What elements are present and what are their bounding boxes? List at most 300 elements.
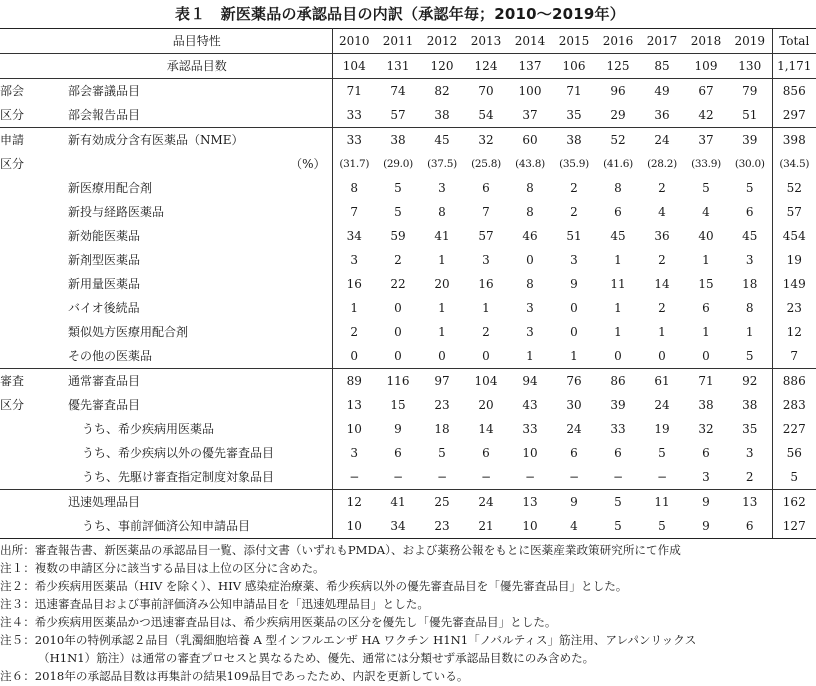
year-value-cell: 40 [698, 229, 714, 243]
year-value-cell: 10 [522, 446, 538, 460]
row-label: うち、事前評価済公知申請品目 [62, 514, 332, 539]
year-value-cell: − [392, 470, 404, 484]
year-value-cell: 9 [684, 514, 728, 539]
year-value-cell: 33 [346, 108, 362, 122]
table-row [0, 248, 816, 272]
total-value-cell: 12 [772, 320, 816, 344]
year-value-cell: − [436, 470, 448, 484]
year-value-cell: 0 [438, 349, 446, 363]
year-value-cell: 1 [438, 301, 446, 315]
year-value-cell: 3 [526, 301, 534, 315]
year-value-cell: 57 [390, 108, 406, 122]
year-value-cell: − [656, 470, 668, 484]
year-value-cell: 5 [640, 514, 684, 539]
year-value-cell: 2 [482, 325, 490, 339]
year-value-cell: 2 [570, 181, 578, 195]
year-value-cell: 61 [640, 369, 684, 394]
year-value-cell: 1 [658, 325, 666, 339]
header-year: 2013 [464, 29, 508, 54]
year-value-cell: 18 [742, 277, 758, 291]
year-value-cell: 10 [332, 514, 376, 539]
header-year: 2011 [376, 29, 420, 54]
note-3: 注３：迅速審査品目および事前評価済み公知申請品目を「迅速処理品目」とした。 [0, 597, 429, 611]
year-value-cell: 6 [482, 181, 490, 195]
year-value-cell: 1 [438, 325, 446, 339]
year-value-cell: 1 [702, 253, 710, 267]
row-label: 優先審査品目 [62, 393, 332, 417]
year-value-cell: 2 [658, 253, 666, 267]
year-value-cell: 71 [552, 79, 596, 104]
year-value-cell: 38 [742, 398, 758, 412]
row-label: 新用量医薬品 [62, 272, 332, 296]
year-value-cell: 1 [614, 253, 622, 267]
year-value-cell: 2 [394, 253, 402, 267]
year-value-cell: 0 [614, 349, 622, 363]
year-value-cell: 38 [552, 128, 596, 153]
year-value-cell: 41 [376, 490, 420, 515]
year-value-cell: 8 [745, 301, 754, 315]
year-value-cell: 6 [394, 446, 402, 460]
year-value-cell: 8 [526, 181, 534, 195]
year-value-cell: 8 [614, 181, 622, 195]
row-category [0, 441, 62, 465]
year-value-cell: 3 [482, 253, 490, 267]
row-label: 類似処方医療用配合剤 [62, 320, 332, 344]
year-value-cell: 5 [596, 514, 640, 539]
year-value-cell: 0 [658, 349, 666, 363]
total-value-cell: 52 [772, 176, 816, 200]
year-value-cell: 0 [570, 301, 578, 315]
year-value-cell: 8 [350, 181, 359, 195]
year-value-cell: 24 [654, 398, 670, 412]
year-value-cell: 42 [698, 108, 714, 122]
year-value-cell: 0 [570, 325, 578, 339]
year-value-cell: 104 [464, 369, 508, 394]
row-label: うち、希少疾病用医薬品 [62, 417, 332, 441]
year-value-cell: 5 [438, 446, 446, 460]
year-value-cell: 21 [464, 514, 508, 539]
year-value-cell: 8 [438, 205, 446, 219]
year-value-cell: 5 [702, 181, 710, 195]
year-value-cell: 57 [478, 229, 494, 243]
year-value-cell: 32 [698, 422, 714, 436]
table-row [0, 441, 816, 465]
row-label: 承認品目数 [62, 54, 332, 79]
year-value-cell: 130 [728, 54, 772, 79]
row-label: バイオ後続品 [62, 296, 332, 320]
row-label: 新有効成分含有医薬品（NME） [62, 128, 332, 153]
year-value-cell: 19 [654, 422, 670, 436]
row-category [0, 248, 62, 272]
approval-table [0, 28, 816, 539]
year-value-cell: 12 [332, 490, 376, 515]
row-category [0, 320, 62, 344]
row-label: 迅速処理品目 [62, 490, 332, 515]
year-value-cell: 3 [350, 253, 359, 267]
year-value-cell: 5 [394, 181, 402, 195]
year-value-cell: 8 [526, 205, 534, 219]
header-year: 2010 [332, 29, 376, 54]
table-row [0, 200, 816, 224]
year-value-cell: 3 [745, 253, 754, 267]
row-category: 区分 [0, 398, 25, 412]
year-value-cell: 35 [742, 422, 758, 436]
total-value-cell: 23 [772, 296, 816, 320]
row-category [0, 465, 62, 490]
year-value-cell: 24 [640, 128, 684, 153]
total-value-cell: 297 [772, 103, 816, 128]
year-value-cell: 1 [570, 349, 578, 363]
year-value-cell: 1 [482, 301, 490, 315]
table-row [0, 128, 816, 153]
year-value-cell: 49 [640, 79, 684, 104]
year-value-cell: 51 [742, 108, 758, 122]
year-value-cell: 7 [350, 205, 359, 219]
year-value-cell: 6 [614, 446, 622, 460]
year-value-cell: 10 [508, 514, 552, 539]
year-value-cell: 116 [376, 369, 420, 394]
year-value-cell: 38 [434, 108, 450, 122]
year-value-cell: 59 [390, 229, 406, 243]
year-value-cell: 6 [728, 514, 772, 539]
year-value-cell: 46 [522, 229, 538, 243]
year-value-cell: 24 [464, 490, 508, 515]
year-value-cell: 120 [420, 54, 464, 79]
year-value-cell: 14 [478, 422, 494, 436]
year-value-cell: 5 [745, 349, 754, 363]
year-value-cell: 1 [745, 325, 754, 339]
table-row [0, 296, 816, 320]
year-value-cell: 30 [566, 398, 582, 412]
year-value-cell: 0 [482, 349, 490, 363]
year-value-cell: 96 [596, 79, 640, 104]
year-value-cell: 3 [745, 446, 754, 460]
year-value-cell: 6 [702, 301, 710, 315]
year-value-cell: − [480, 470, 492, 484]
note-6: 注６：2018年の承認品目数は再集計の結果109品目であったため、内訳を更新している。 [0, 669, 469, 683]
year-value-cell: 1 [350, 301, 359, 315]
row-category [0, 344, 62, 369]
year-value-cell: 16 [346, 277, 362, 291]
year-value-cell: 89 [332, 369, 376, 394]
table-row [0, 417, 816, 441]
total-value-cell: 7 [772, 344, 816, 369]
year-value-cell: (30.0) [734, 158, 765, 170]
year-value-cell: (43.8) [515, 158, 545, 170]
total-value-cell: 398 [772, 128, 816, 153]
year-value-cell: 60 [508, 128, 552, 153]
row-category: 区分 [0, 108, 25, 122]
year-value-cell: 71 [684, 369, 728, 394]
total-value-cell: 856 [772, 79, 816, 104]
row-category [0, 296, 62, 320]
year-value-cell: 3 [702, 470, 710, 484]
year-value-cell: 125 [596, 54, 640, 79]
year-value-cell: 34 [346, 229, 362, 243]
year-value-cell: 38 [376, 128, 420, 153]
year-value-cell: 23 [434, 398, 450, 412]
year-value-cell: 14 [654, 277, 670, 291]
year-value-cell: 29 [610, 108, 626, 122]
row-category [0, 176, 62, 200]
year-value-cell: (33.9) [691, 158, 721, 170]
year-value-cell: 36 [654, 108, 670, 122]
year-value-cell: 33 [332, 128, 376, 153]
year-value-cell: 106 [552, 54, 596, 79]
year-value-cell: 15 [698, 277, 714, 291]
year-value-cell: 5 [658, 446, 666, 460]
header-row [0, 29, 816, 54]
row-category [0, 417, 62, 441]
table-row [0, 465, 816, 490]
total-value-cell: 19 [772, 248, 816, 272]
year-value-cell: 45 [610, 229, 626, 243]
year-value-cell: 18 [434, 422, 450, 436]
row-category [0, 272, 62, 296]
year-value-cell: 33 [610, 422, 626, 436]
year-value-cell: 86 [596, 369, 640, 394]
year-value-cell: 13 [508, 490, 552, 515]
table-row [0, 54, 816, 79]
note-source: 出所：審査報告書、新医薬品の承認品目一覧、添付文書（いずれもPMDA）、および薬務公報をもとに医薬産業政策研究所にて作成 [0, 543, 681, 557]
year-value-cell: 5 [745, 181, 754, 195]
total-value-cell: 227 [772, 417, 816, 441]
year-value-cell: 35 [566, 108, 582, 122]
year-value-cell: 76 [552, 369, 596, 394]
year-value-cell: 38 [698, 398, 714, 412]
year-value-cell: 92 [728, 369, 772, 394]
year-value-cell: 104 [332, 54, 376, 79]
year-value-cell: 6 [614, 205, 622, 219]
year-value-cell: 6 [570, 446, 578, 460]
total-value-cell: 162 [772, 490, 816, 515]
header-total: Total [772, 29, 816, 54]
year-value-cell: − [524, 470, 536, 484]
year-value-cell: 1 [702, 325, 710, 339]
row-label: うち、希少疾病以外の優先審査品目 [62, 441, 332, 465]
header-year: 2019 [728, 29, 772, 54]
year-value-cell: 9 [394, 422, 402, 436]
year-value-cell: 71 [332, 79, 376, 104]
year-value-cell: 11 [610, 277, 626, 291]
year-value-cell: 34 [376, 514, 420, 539]
year-value-cell: 67 [684, 79, 728, 104]
year-value-cell: 137 [508, 54, 552, 79]
year-value-cell: 3 [570, 253, 578, 267]
row-category [0, 490, 62, 515]
note-5: 注５：2010年の特例承認２品目（乳濁細胞培養 A 型インフルエンザ HA ワクチン H1N1「ノバルティス」筋注用、アレパンリックス [0, 633, 697, 647]
year-value-cell: (29.0) [383, 158, 413, 170]
year-value-cell: 6 [745, 205, 754, 219]
year-value-cell: 10 [346, 422, 362, 436]
total-value-cell: 149 [772, 272, 816, 296]
year-value-cell: 5 [596, 490, 640, 515]
year-value-cell: 0 [350, 349, 359, 363]
note-4: 注４：希少疾病用医薬品かつ迅速審査品目は、希少疾病用医薬品の区分を優先し「優先審査品目」とした。 [0, 615, 557, 629]
year-value-cell: 45 [742, 229, 758, 243]
year-value-cell: 25 [420, 490, 464, 515]
year-value-cell: 2 [658, 181, 666, 195]
year-value-cell: 85 [640, 54, 684, 79]
year-value-cell: 15 [390, 398, 406, 412]
total-value-cell: (34.5) [772, 152, 816, 176]
total-value-cell: 56 [772, 441, 816, 465]
table-row [0, 176, 816, 200]
year-value-cell: 97 [420, 369, 464, 394]
table-row [0, 514, 816, 539]
row-label: 部会報告品目 [62, 103, 332, 128]
header-year: 2018 [684, 29, 728, 54]
row-category: 区分 [0, 157, 25, 171]
year-value-cell: − [568, 470, 580, 484]
header-year: 2015 [552, 29, 596, 54]
year-value-cell: 79 [728, 79, 772, 104]
row-category: 審査 [0, 369, 62, 394]
year-value-cell: 16 [478, 277, 494, 291]
row-label: その他の医薬品 [62, 344, 332, 369]
year-value-cell: 39 [728, 128, 772, 153]
year-value-cell: 4 [552, 514, 596, 539]
year-value-cell: 0 [394, 301, 402, 315]
total-value-cell: 283 [772, 393, 816, 417]
year-value-cell: 4 [658, 205, 666, 219]
year-value-cell: 41 [434, 229, 450, 243]
year-value-cell: 124 [464, 54, 508, 79]
year-value-cell: 54 [478, 108, 494, 122]
table-row [0, 320, 816, 344]
row-category [0, 54, 62, 79]
row-category [0, 200, 62, 224]
year-value-cell: 0 [394, 325, 402, 339]
year-value-cell: 8 [526, 277, 534, 291]
note-2: 注２：希少疾病用医薬品（HIV を除く）、HIV 感染症治療薬、希少疾病以外の優先審査品目を「優先審査品目」とした。 [0, 579, 628, 593]
year-value-cell: (35.9) [559, 158, 589, 170]
header-year: 2017 [640, 29, 684, 54]
year-value-cell: 2 [350, 325, 359, 339]
header-year: 2014 [508, 29, 552, 54]
total-value-cell: 5 [772, 465, 816, 490]
table-row [0, 490, 816, 515]
year-value-cell: 20 [434, 277, 450, 291]
year-value-cell: 37 [684, 128, 728, 153]
year-value-cell: 74 [376, 79, 420, 104]
year-value-cell: 37 [522, 108, 538, 122]
year-value-cell: 13 [728, 490, 772, 515]
year-value-cell: (37.5) [427, 158, 457, 170]
year-value-cell: (41.6) [603, 158, 633, 170]
year-value-cell: 0 [702, 349, 710, 363]
year-value-cell: 1 [614, 301, 622, 315]
header-year: 2016 [596, 29, 640, 54]
total-value-cell: 127 [772, 514, 816, 539]
year-value-cell: 94 [508, 369, 552, 394]
year-value-cell: 9 [684, 490, 728, 515]
year-value-cell: 51 [566, 229, 582, 243]
year-value-cell: 6 [702, 446, 710, 460]
year-value-cell: − [612, 470, 624, 484]
table-row [0, 103, 816, 128]
table-row [0, 224, 816, 248]
year-value-cell: 1 [526, 349, 534, 363]
year-value-cell: 23 [420, 514, 464, 539]
year-value-cell: 22 [390, 277, 406, 291]
total-value-cell: 886 [772, 369, 816, 394]
year-value-cell: (28.2) [647, 158, 677, 170]
year-value-cell: 2 [745, 470, 754, 484]
row-category: 申請 [0, 128, 62, 153]
year-value-cell: 3 [438, 181, 446, 195]
year-value-cell: 109 [684, 54, 728, 79]
table-row [0, 344, 816, 369]
year-value-cell: (31.7) [339, 158, 370, 170]
year-value-cell: 3 [350, 446, 359, 460]
header-label: 品目特性 [62, 29, 332, 54]
year-value-cell: 9 [570, 277, 578, 291]
row-category [0, 514, 62, 539]
table-title: 表１ 新医薬品の承認品目の内訳（承認年毎；2010〜2019年） [175, 5, 625, 23]
year-value-cell: 0 [394, 349, 402, 363]
year-value-cell: 9 [552, 490, 596, 515]
total-value-cell: 57 [772, 200, 816, 224]
year-value-cell: 36 [654, 229, 670, 243]
year-value-cell: 100 [508, 79, 552, 104]
row-category [0, 224, 62, 248]
year-value-cell: 5 [394, 205, 402, 219]
table-body [0, 29, 816, 539]
row-category: 部会 [0, 79, 62, 104]
row-label: 部会審議品目 [62, 79, 332, 104]
year-value-cell: 1 [438, 253, 446, 267]
total-value-cell: 1,171 [772, 54, 816, 79]
year-value-cell: 43 [522, 398, 538, 412]
year-value-cell: 7 [482, 205, 490, 219]
year-value-cell: 11 [640, 490, 684, 515]
year-value-cell: 0 [526, 253, 534, 267]
year-value-cell: − [349, 470, 360, 484]
notes-section [0, 541, 800, 685]
year-value-cell: 32 [464, 128, 508, 153]
year-value-cell: 70 [464, 79, 508, 104]
table-row [0, 272, 816, 296]
table-row [0, 369, 816, 394]
year-value-cell: 2 [570, 205, 578, 219]
header-cat-cell [0, 29, 62, 54]
year-value-cell: 45 [420, 128, 464, 153]
note-1: 注１：複数の申請区分に該当する品目は上位の区分に含めた。 [0, 561, 325, 575]
row-label: 新医療用配合剤 [62, 176, 332, 200]
table-row [0, 152, 816, 176]
total-value-cell: 454 [772, 224, 816, 248]
row-label: 新投与経路医薬品 [62, 200, 332, 224]
year-value-cell: 2 [658, 301, 666, 315]
note-5-continued: （H1N1）筋注）は通常の審査プロセスと異なるため、優先、通常には分類せず承認品目数にのみ含めた。 [38, 651, 595, 665]
header-year: 2012 [420, 29, 464, 54]
year-value-cell: 131 [376, 54, 420, 79]
year-value-cell: 82 [420, 79, 464, 104]
row-label: うち、先駆け審査指定制度対象品目 [62, 465, 332, 490]
year-value-cell: (25.8) [471, 158, 501, 170]
table-row [0, 393, 816, 417]
year-value-cell: 13 [346, 398, 362, 412]
year-value-cell: 24 [566, 422, 582, 436]
row-label: 新剤型医薬品 [62, 248, 332, 272]
year-value-cell: 1 [614, 325, 622, 339]
year-value-cell: 3 [526, 325, 534, 339]
year-value-cell: 33 [522, 422, 538, 436]
year-value-cell: 20 [478, 398, 494, 412]
year-value-cell: 39 [610, 398, 626, 412]
row-label: （%） [62, 152, 332, 176]
